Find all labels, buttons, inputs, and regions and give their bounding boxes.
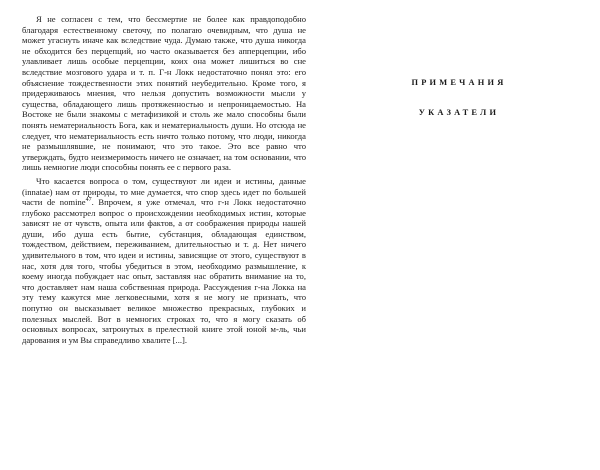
left-page: [22, 14, 306, 454]
paragraph-2: [22, 176, 306, 346]
paragraph-2-start: Что касается вопроса о том, существуют ли идеи и истины, данные (innatae) нам от природы, то мне думается, что спор здесь идет по большей части de nomine: [22, 175, 306, 208]
paragraph-2-end: . Впрочем, я уже отмечал, что г-н Локк недостаточно глубоко рассмотрел вопрос о происхождении необходимых истин, которые зависят не от чувств, опыта или фактов, а от соображения природы нашей души, ибо душа есть бытие, субстанция, обладающая единством, тождеством, действием, переживанием, длительностью и т. д. Нет ничего удивительного в том, что идеи и истины, зависящие от этого, существуют в нас, хотя для того, чтобы убедиться в этом, необходимо размышление, к коему иногда побуждает нас опыт, заставляя нас обратить внимание на то, что доставляет нам наша собственная природа. Рассуждения г-на Локка на эту тему кажутся мне легковесными, хотя я не могу не признать, что попутно он высказывает великое множество прекрасных, глубоких и полезных мыслей. Вот в немногих строках то, что я могу сказать об основных вопросах, затронутых в прелестной книге этой юной м-ль, чьи дарования и ум Вы справедливо хвалите [...].: [22, 197, 306, 345]
footnote-ref: 47: [85, 197, 92, 204]
heading-indexes: УКАЗАТЕЛИ: [418, 108, 500, 117]
right-page: [318, 0, 600, 470]
paragraph-1: Я не согласен с тем, что бессмертие не более как правдоподобно благодаря естественному светочу, по полагаю очевидным, что душа не может угаснуть иначе как вследствие чуда. Думаю также, что душа никогда не обходится без перцепций, но часто оказывается без апперцепции, ибо улавливает лишь особые перцепции, коих она может лишиться во сне вследствие мозгового удара и т. п. Г-н Локк недостаточно понял это: его объяснение тождественности этих понятий неубедительно. Кроме того, я придерживаюсь мнения, что нельзя допустить возможности мысли у существа, обладающего лишь протяженностью и непроницаемостью. На Востоке не были знакомы с метафизикой и столь же мало способны были понять нематериальность Бога, как и нематериальность души. Но отсюда не следует, что нематериальность есть ничто только потому, что люди, никогда не размышлявшие, не понимают, что это такое. Это все равно что утверждать, будто неизмеримость ничего не означает, на том основании, что лишь немногие люди способны понять ее с первого раза.: [22, 14, 306, 173]
heading-notes: ПРИМЕЧАНИЯ: [411, 78, 507, 87]
